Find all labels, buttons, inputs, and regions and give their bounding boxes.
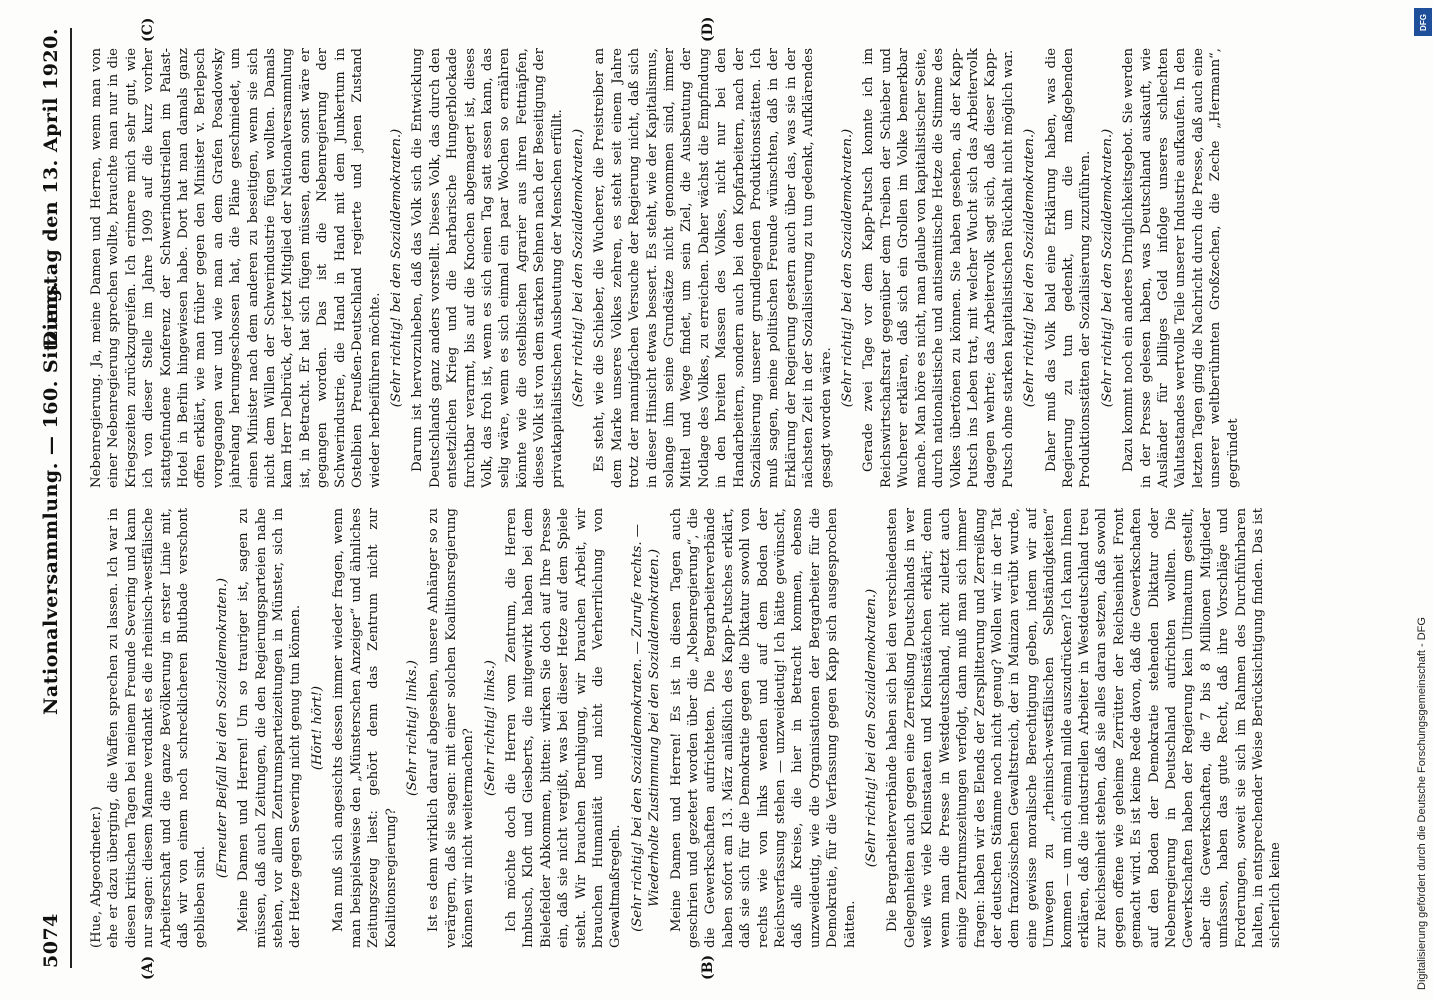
interjection: (Hört! hört!): [309, 685, 325, 771]
interjection: (Sehr richtig! bei den Sozialdemokraten.): [570, 128, 586, 408]
interjection: (Sehr richtig! bei den Sozialdemokraten.): [840, 128, 856, 408]
interjection: (Sehr richtig! bei den Sozialdemokraten.): [388, 128, 404, 408]
paragraph: Ich möchte doch die Herren vom Zentrum, die Herren Imbusch, Kloft und Giesberts, die mitgewirkt haben bei dem Bielefelder Abkommen, bitten: wirken Sie doch auf Ihre Presse ein, daß sie nicht vergißt, was bei dieser Hetze auf dem Spiele steht. Wir brauchen Beruhigung, wir brauchen Arbeit, wir brauchen Humanität und nicht die Verherrlichung von Gewaltmaßregeln.: [503, 508, 624, 948]
page-header: [40, 28, 66, 968]
margin-mark-a: (A): [140, 955, 156, 980]
digitization-credit: Digitalisierung gefördert durch die Deutsche Forschungsgemeinschaft - DFG: [1416, 617, 1428, 990]
page-number: 5074: [40, 913, 62, 968]
paragraph: Ist es denn wirklich darauf abgesehen, unsere Anhänger so zu verärgern, daß sie sagen: mit einer solchen Koalitionsregierung können wir nicht weitermachen?: [426, 508, 477, 948]
session-date: Dienstag den 13. April 1920.: [40, 28, 62, 348]
interjection: (Sehr richtig! bei den Sozialdemokraten.): [1022, 128, 1038, 408]
paragraph: Daher muß das Volk bald eine Erklärung haben, was die Regierung zu tun gedenkt, um die maßgebenden Produktionsstätten der Sozialisierung zuzuführen.: [1043, 48, 1094, 488]
margin-mark-c: (C): [140, 17, 156, 42]
paragraph: Meine Damen und Herren! Um so trauriger ist, sagen zu müssen, daß auch Zeitungen, die den Regierungsparteien nahe stehen, vor allem Zentrumsparteizeitungen in Münster, sich in der Hetze gegen Severing nicht genug tun können.: [236, 508, 304, 948]
paragraph: Die Bergarbeiterverbände haben sich bei den verschiedensten Gelegenheiten auch gegen eine Zerreißung Deutschlands in wer weiß wie viele Kleinstaaten und Kleinstäätchen erklärt; denn wenn man die Presse in Westdeutschland, nicht zuletzt auch einige Zentrumszeitungen verfolgt, dann muß man sich immer fragen: haben wir des Elends der Zersplitterung und Zerreißung der deutschen Stämme noch nicht genug? Wollen wir in der Tat dem französischen Gewaltstreich, der in Mainzan verübt wurde, eine gewisse moralische Berechtigung geben, indem wir auf Umwegen zu „rheinisch-westfälischen Selbständigkeiten“ kommen — um mich einmal milde auszudrücken? Ich kann Ihnen erklären, daß die industriellen Arbeiter in Westdeutschland treu zur Reichseinheit stehen, daß sie alles daran setzen, daß sowohl gegen offene wie geheime Zerrütter der Reichseinheit Front gemacht wird. Es ist keine Rede davon, daß die Gewerkschaften auf den Boden der Demokratie stehenden Diktatur oder Nebenregierung in Deutschland aufrichten wollten. Die Gewerkschaften haben der Regierung kein Ultimatum gestellt, aber die Gewerkschaften, die 7 bis 8 Millionen Mitglieder umfassen, haben das gute Recht, daß ihre Vorschläge und Forderungen, soweit sie sich im Rahmen des Durchführbaren halten, in entsprechender Weise Berücksichtigung finden. Das ist sicherlich keine: [885, 508, 1284, 948]
interjection: (Erneuter Beifall bei den Sozialdemokraten.): [214, 577, 230, 879]
paragraph: Es steht, wie die Schieber, die Wucherer, die Preistreiber an dem Marke unseres Volkes zehren, es steht seit einem Jahre trotz der mannigfachen Versuche der Regierung nicht, daß sich in dieser Hinsicht etwas bessert. Es steht, wie der Kapitalismus, solange ihm seine Grundsätze nicht genommen sind, immer Mittel und Wege findet, um sein Ziel, die Ausbeutung der Notlage des Volkes, zu erreichen. Daher wächst die Empfindung in den breiten Massen des Volkes, nicht nur bei den Handarbeitern, sondern auch bei den Kopfarbeitern, nach der Sozialisierung unserer grundlegenden Produktionsstätten. Ich muß sagen, meine politischen Freunde wünschten, daß in der Erklärung der Regierung gestern auch über das, was sie in der nächsten Zeit in der Sozialisierung zu tun gedenkt, Aufklärendes gesagt worden wäre.: [592, 48, 834, 488]
interjection: (Sehr richtig! bei den Sozialdemokraten.): [864, 588, 880, 868]
interjection: (Sehr richtig! links.): [482, 660, 498, 796]
interjection: (Sehr richtig! links.): [404, 660, 420, 796]
margin-mark-d: (D): [700, 16, 716, 42]
paragraph: Man muß sich angesichts dessen immer wieder fragen, wenn man beispielsweise den „Münsterschen Anzeiger“ und ähnliches Zeitungszeug liest: gehört denn das Zentrum nicht zur Koalitionsregierung?: [331, 508, 399, 948]
paragraph: Darum ist hervorzuheben, daß das Volk sich die Entwicklung Deutschlands ganz anders vorstellt. Dieses Volk, das durch den entsetzlichen Krieg und die barbarische Hungerblockade furchtbar verarmt, bis auf die Knochen abgemagert ist, dieses Volk, das froh ist, wenn es sich einen Tag satt essen kann, das selig wäre, wenn es sich einmal ein paar Wochen so ernähren könnte wie die ostelbischen Agrarier aus ihren Fettnäpfen, dieses Volk ist von dem starken Sehnen nach der Beseitigung der privatkapitalistischen Ausbeutung der Menschen erfüllt.: [410, 48, 565, 488]
paragraph: ehe er dazu überging, die Waffen sprechen zu lassen. Ich war in diesen kritischen Tagen bei meinem Freunde Severing und kann nur sagen: diesem Manne verdankt es die rheinisch-westfälische Arbeiterschaft und die ganze Bevölkerung in erster Linie mit, daß wir von einem noch schrecklicheren Blutbade verschont geblieben sind.: [106, 508, 209, 948]
paragraph: Dazu kommt noch ein anderes Dringlichkeitsgebot. Sie werden in der Presse gelesen haben, was Deutschland auskauft, wie Ausländer für billiges Geld infolge unseres schlechten Valutastandes wertvolle Teile unserer Industrie aufkaufen. In den letzten Tagen ging die Nachricht durch die Presse, daß auch eine unserer weltberühmten Großzechen, die Zeche „Hermann“, gegründet: [1121, 48, 1241, 488]
dfg-logo-text: DFG: [1418, 13, 1428, 31]
left-column: [88, 508, 1378, 948]
paragraph: Meine Damen und Herren! Es ist in diesen Tagen auch geschrien und gezetert worden über die „Nebenregierung“, die die Gewerkschaften aufrichteten. Die Bergarbeiterverbände haben sofort am 13. März anläßlich des Kapp-Putsches erklärt, daß sie sich für die Demokratie gegen die Diktatur sowohl von rechts wie von links wenden und auf dem Boden der Reichsverfassung stehen — unzweideutig! Ich hätte gewünscht, daß alle Kreise, die hier in Betracht kommen, ebenso unzweideutig, wie die Organisationen der Bergarbeiter für die Demokratie, für die Verfassung gegen Kapp sich ausgesprochen hätten.: [668, 508, 858, 948]
header-rule: [70, 28, 72, 968]
margin-mark-b: (B): [700, 954, 716, 980]
paragraph: Gerade zwei Tage vor dem Kapp-Putsch konnte ich im Reichswirtschaftsrat gegenüber dem Treiben der Schieber und Wucherer erklären, daß sich ein Grollen im Volke bemerkbar mache. Man höre es nicht, man glaube von kapitalistischer Seite, durch nationalistische und antisemitische Hetze die Stimme des Volkes übertönen zu können. Sie haben gesehen, als der Kapp-Putsch ins Leben trat, mit welcher Wucht sich das Arbeitervolk dagegen wehrte; das Arbeitervolk sagt sich, daß dieser Kapp-Putsch ohne starken kapitalistischen Rückhalt nicht möglich war.: [861, 48, 1016, 488]
interjection: (Sehr richtig! bei den Sozialdemokraten.): [1099, 128, 1115, 408]
speaker-continuation: (Hue, Abgeordneter.): [89, 806, 104, 948]
interjection: (Sehr richtig! bei den Sozialdemokraten. — Zurufe rechts. — Wiederholte Zustimmung bei den Sozialdemokraten.): [629, 524, 663, 932]
dfg-logo: [1414, 8, 1432, 36]
paragraph: Nebenregierung. Ja, meine Damen und Herren, wenn man von einer Nebenregierung sprechen wollte, brauchte man nur in die Kriegszeiten zurückzugreifen. Ich erinnere mich sehr gut, wie ich von dieser Stelle im Jahre 1909 auf die kurz vorher stattgefundene Konferenz der Schwerindustriellen im Palast-Hotel in Berlin hingewiesen habe. Dort hat man damals ganz offen erklärt, wie man früher gegen den Minister v. Berlepsch vorgegangen war und wie man an dem Grafen Posadowsky jahrelang herumgeschossen hat, die Pläne geschmiedet, um einen Minister nach dem anderen zu beseitigen, wenn sie sich nicht dem Willen der Schwerindustrie fügen wollten. Damals kam Herr Delbrück, der jetzt Mitglied der Nationalversammlung ist, in Betracht. Er hat sich fügen müssen, denn sonst wäre er gegangen worden. Das ist die Nebenregierung der Schwerindustrie, die Hand in Hand mit dem Junkertum in Ostelbien Preußen-Deutschland regierte und jenen Zustand wieder herbeiführen möchte.: [89, 48, 383, 488]
session-title: Nationalversammlung. — 160. Sitzung.: [40, 281, 62, 715]
right-column: [88, 48, 1378, 488]
